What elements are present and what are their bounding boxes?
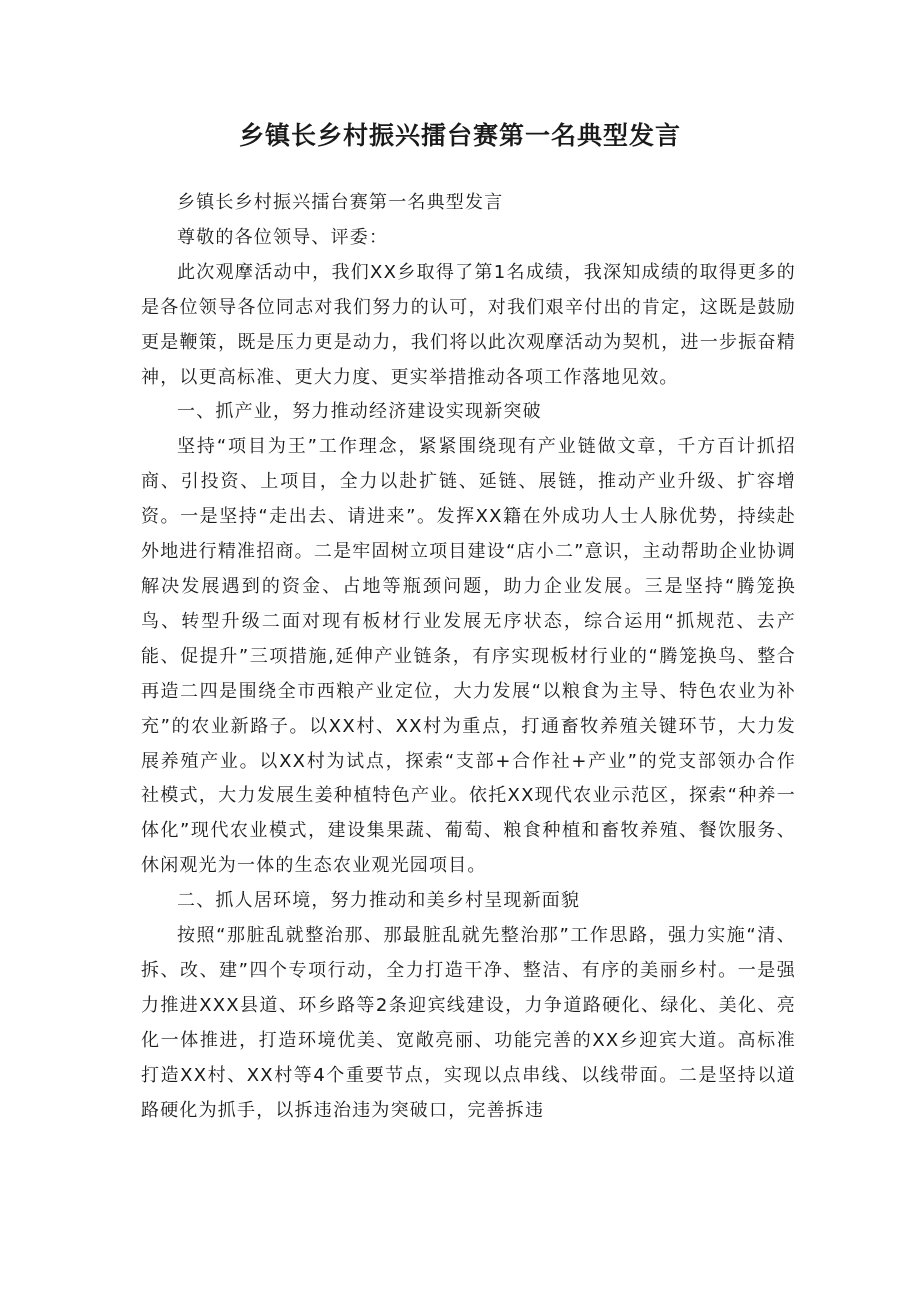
document-body [141, 186, 796, 1128]
paragraph-subtitle: 乡镇长乡村振兴擂台赛第一名典型发言 [177, 192, 504, 213]
paragraph-salutation: 尊敬的各位领导、评委： [177, 226, 389, 248]
document-title: 乡镇长乡村振兴擂台赛第一名典型发言 [238, 121, 681, 150]
paragraph-environment: 按照“那脏乱就整治那、那最脏乱就先整治那”工作思路，强力实施“清、拆、改、建”四个专项行动，全力打造干净、整洁、有序的美丽乡村。一是强力推进XXX县道、环乡路等2条迎宾线建设，力争道路硬化、绿化、美化、亮化一体推进，打造环境优美、宽敞亮丽、功能完善的XX乡迎宾大道。高标准打造XX村、XX村等4个重要节点，实现以点串线、以线带面。二是坚持以道路硬化为抓手，以拆违治违为突破口，完善拆违 [141, 925, 796, 1121]
paragraph-intro: 此次观摩活动中，我们XX乡取得了第1名成绩，我深知成绩的取得更多的是各位领导各位同志对我们努力的认可，对我们艰辛付出的肯定，这既是鼓励更是鞭策，既是压力更是动力，我们将以此次观摩活动为契机，进一步振奋精神，以更高标准、更大力度、更实举措推动各项工作落地见效。 [141, 261, 796, 388]
section-heading-industry: 一、抓产业，努力推动经济建设实现新突破 [177, 401, 542, 423]
paragraph-industry: 坚持“项目为王”工作理念，紧紧围绕现有产业链做文章，千方百计抓招商、引投资、上项目，全力以赴扩链、延链、展链，推动产业升级、扩容增资。一是坚持“走出去、请进来”。发挥XX籍在外成功人士人脉优势，持续赴外地进行精准招商。二是牢固树立项目建设“店小二”意识，主动帮助企业协调解决发展遇到的资金、占地等瓶颈问题，助力企业发展。三是坚持“腾笼换鸟、转型升级二面对现有板材行业发展无序状态，综合运用“抓规范、去产能、促提升”三项措施,延伸产业链条，有序实现板材行业的“腾笼换鸟、整合再造二四是围绕全市西粮产业定位，大力发展“以粮食为主导、特色农业为补充”的农业新路子。以XX村、XX村为重点，打通畜牧养殖关键环节，大力发展养殖产业。以XX村为试点，探索“支部+合作社+产业”的党支部领办合作社模式，大力发展生姜种植特色产业。依托XX现代农业示范区，探索“种养一体化”现代农业模式，建设集果蔬、葡萄、粮食种植和畜牧养殖、餐饮服务、休闲观光为一体的生态农业观光园项目。 [141, 436, 796, 877]
section-heading-environment: 二、抓人居环境，努力推动和美乡村呈现新面貌 [177, 890, 581, 912]
